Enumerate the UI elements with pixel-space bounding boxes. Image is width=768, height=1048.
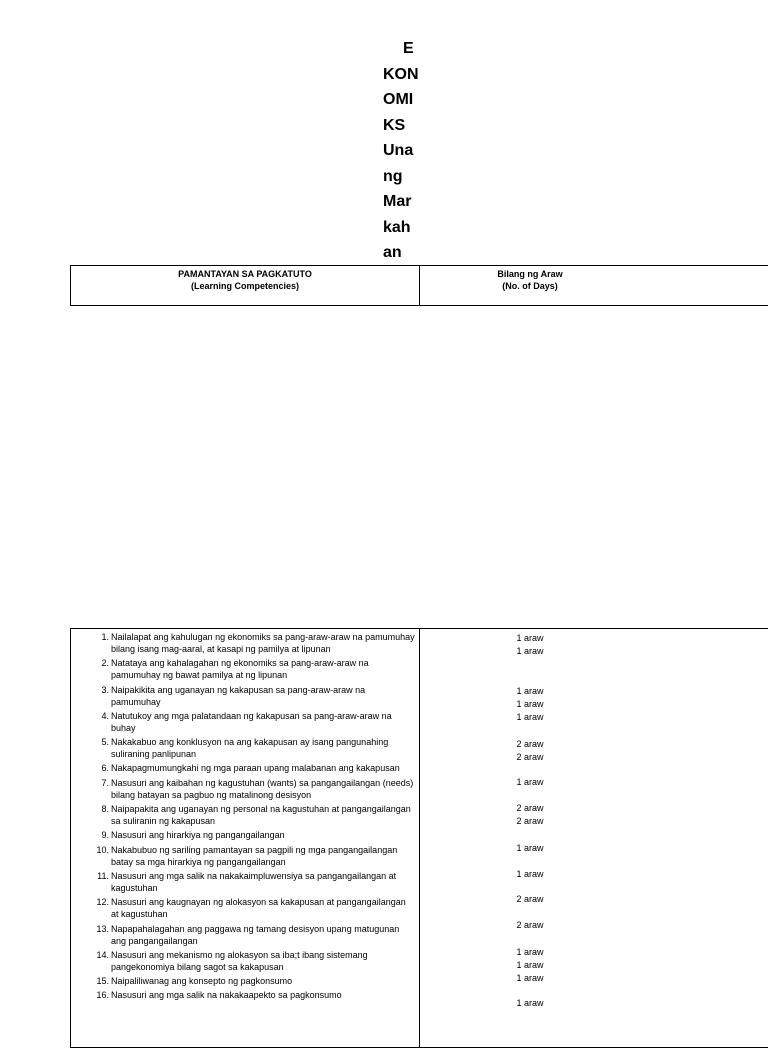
header-days-subtitle: (No. of Days): [502, 281, 558, 291]
days-value: 1 araw: [516, 947, 544, 957]
competency-item: [71, 736, 419, 760]
competency-text: Nasusuri ang mga salik na nakakaapekto sa pagkonsumo: [111, 990, 342, 1001]
competency-item: [71, 829, 419, 841]
competency-item: [71, 710, 419, 734]
days-value: 2 araw: [516, 894, 544, 904]
competency-text: Naipakikita ang uganayan ng kakapusan sa pang-araw-araw na pamumuhay: [111, 684, 366, 707]
title-line: KON: [383, 65, 419, 83]
competency-text: Nasusuri ang hirarkiya ng pangangailangan: [111, 830, 285, 841]
competency-text: Nasusuri ang kaugnayan ng alokasyon sa kakapusan at pangangailangan at kagustuhan: [111, 897, 406, 920]
competency-text: Naipaliliwanag ang konsepto ng pagkonsumo: [111, 976, 293, 987]
competency-item: [71, 975, 419, 987]
days-value: 1 araw: [516, 712, 544, 722]
title-line: ng: [383, 167, 403, 185]
header-days-cell: [420, 266, 768, 305]
days-value: 2 araw: [516, 816, 544, 826]
days-value: 1 araw: [516, 998, 544, 1008]
days-value: 1 araw: [516, 843, 544, 853]
days-column: [420, 629, 768, 1047]
days-value: 2 araw: [516, 920, 544, 930]
competency-number: 5.: [101, 737, 109, 748]
header-days-title: Bilang ng Araw: [497, 269, 563, 279]
competency-number: 9.: [101, 830, 109, 841]
title-line: OMI: [383, 91, 414, 108]
competency-number: 7.: [101, 777, 109, 788]
competency-number: 16.: [96, 990, 109, 1001]
competency-text: Nakakabuo ang konklusyon na ang kakapusan ay isang pangunahing suliraning panlipunan: [111, 737, 389, 760]
header-competencies-title: PAMANTAYAN SA PAGKATUTO: [178, 269, 312, 279]
days-value: 1 araw: [516, 960, 544, 970]
competency-item: [71, 803, 419, 827]
competencies-list: [71, 629, 419, 1001]
document-title: [383, 36, 433, 266]
competency-number: 15.: [96, 976, 109, 987]
title-line: an: [383, 244, 402, 261]
days-value: 1 araw: [516, 633, 544, 643]
competency-item: [71, 896, 419, 920]
competency-number: 13.: [96, 923, 109, 934]
days-value: 2 araw: [516, 803, 544, 813]
competency-number: 10.: [96, 844, 109, 855]
competency-text: Nasusuri ang mekanismo ng alokasyon sa iba;t ibang sistemang pangekonomiya bilang sagot sa kakapusan: [111, 949, 368, 972]
competency-number: 4.: [101, 710, 109, 721]
days-value: 1 araw: [516, 686, 544, 696]
competency-number: 3.: [101, 684, 109, 695]
header-competencies-cell: [71, 266, 420, 305]
days-value: 2 araw: [516, 752, 544, 762]
competency-item: [71, 844, 419, 868]
competency-number: 2.: [101, 658, 109, 669]
title-line: KS: [383, 116, 406, 134]
competency-item: [71, 949, 419, 973]
title-line: Una: [383, 142, 414, 159]
competency-item: [71, 989, 419, 1001]
competency-text: Naipapakita ang uganayan ng personal na kagustuhan at pangangailangan sa suliranin ng kakapusan: [111, 804, 411, 827]
competency-item: [71, 631, 419, 655]
competency-text: Nakabubuo ng sariling pamantayan sa pagpili ng mga pangangailangan batay sa mga hirarkiya ng pangangailangan: [111, 844, 398, 867]
competency-item: [71, 870, 419, 894]
days-value: 1 araw: [516, 699, 544, 709]
days-value: 1 araw: [516, 869, 544, 879]
competency-item: [71, 923, 419, 947]
title-line: kah: [383, 218, 411, 236]
competency-item: [71, 684, 419, 708]
competency-item: [71, 777, 419, 801]
days-value: 2 araw: [516, 739, 544, 749]
competencies-table: [70, 628, 768, 1048]
title-line: Mar: [383, 193, 412, 210]
competency-text: Napapahalagahan ang paggawa ng tamang desisyon upang matugunan ang pangangailangan: [111, 923, 400, 946]
competency-number: 6.: [101, 763, 109, 774]
competency-number: 8.: [101, 804, 109, 815]
competencies-column: [71, 629, 420, 1047]
competency-text: Nasusuri ang mga salik na nakakaimpluwensiya sa pangangailangan at kagustuhan: [111, 870, 397, 893]
days-value: 1 araw: [516, 646, 544, 656]
competency-item: [71, 762, 419, 774]
competency-text: Nailalapat ang kahulugan ng ekonomiks sa pang-araw-araw na pamumuhay bilang isang mag-aaral, at kasapi ng pamilya at lipunan: [111, 632, 415, 654]
competency-text: Nakapagmumungkahi ng mga paraan upang malabanan ang kakapusan: [111, 763, 400, 774]
days-value: 1 araw: [516, 777, 544, 787]
competency-number: 14.: [96, 949, 109, 960]
competency-number: 11.: [97, 870, 109, 881]
competency-text: Nasusuri ang kaibahan ng kagustuhan (wants) sa pangangailangan (needs) bilang batayan sa pagbuo ng matalinong desisyon: [111, 777, 414, 800]
competency-text: Natutukoy ang mga palatandaan ng kakapusan sa pang-araw-araw na buhay: [111, 710, 392, 733]
header-competencies-subtitle: (Learning Competencies): [190, 281, 300, 291]
title-line: E: [403, 40, 414, 57]
competency-number: 12.: [96, 897, 109, 908]
competency-text: Natataya ang kahalagahan ng ekonomiks sa pang-araw-araw na pamumuhay ng bawat pamilya at ng lipunan: [111, 658, 369, 681]
competency-item: [71, 657, 419, 681]
days-value: 1 araw: [516, 973, 544, 983]
header-table: [70, 265, 768, 306]
competency-number: 1.: [101, 632, 109, 642]
